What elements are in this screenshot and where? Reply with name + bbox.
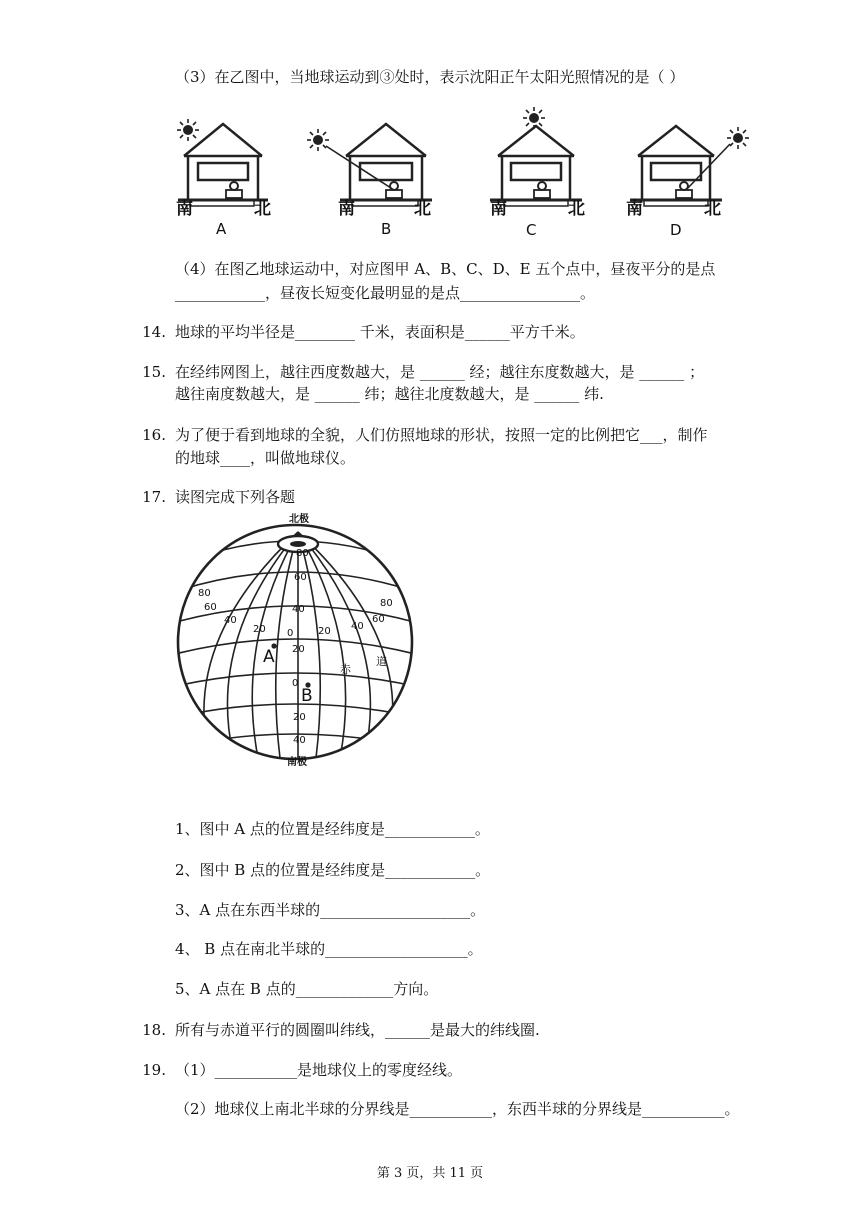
q13-sub4-line2: ____________，昼夜长短变化最明显的是点________________。 — [175, 284, 596, 302]
q17-item-1: 1、图中 A 点的位置是经纬度是____________。 — [175, 820, 490, 838]
north-pole-label: 北极 — [289, 514, 309, 525]
q15-line2: 越往南度数越大，是 ______ 纬；越往北度数越大，是 ______ 纬. — [175, 385, 604, 403]
q17-item-5: 5、A 点在 B 点的_____________方向。 — [175, 980, 439, 998]
equator-label-1: 赤 — [340, 663, 351, 676]
lon-label: 0 — [287, 628, 294, 639]
q17-item-4: 4、 B 点在南北半球的___________________。 — [175, 940, 483, 958]
lon-label: 40 — [224, 615, 237, 626]
lon-label: 40 — [351, 621, 364, 632]
sun-icon — [727, 127, 749, 149]
q17-text: 读图完成下列各题 — [175, 488, 296, 506]
lat-label: 20 — [293, 712, 306, 723]
sun-icon — [523, 107, 545, 129]
option-a-south: 南 — [176, 199, 193, 219]
q17-item-3: 3、A 点在东西半球的____________________。 — [175, 901, 486, 919]
option-a-letter: A — [216, 220, 227, 238]
lat-label: 0 — [292, 678, 299, 689]
lon-label: 60 — [204, 602, 217, 613]
lon-label: 80 — [380, 598, 393, 609]
sun-icon — [177, 119, 199, 141]
option-d-diagram — [630, 126, 749, 206]
lon-label: 80 — [198, 588, 211, 599]
lon-label: 60 — [372, 614, 385, 625]
lat-label: 20 — [292, 644, 305, 655]
option-b-north: 北 — [414, 199, 431, 219]
q13-sub4-line1: （4）在图乙地球运动中，对应图甲 A、B、C、D、E 五个点中，昼夜平分的是点 — [175, 260, 716, 278]
option-d-letter: D — [670, 221, 682, 239]
q14-number: 14. — [142, 323, 166, 341]
point-b-label: B — [301, 686, 313, 706]
option-b-letter: B — [381, 220, 392, 238]
option-d-north: 北 — [704, 199, 721, 219]
q18-text: 所有与赤道平行的圆圈叫纬线，______是最大的纬线圈. — [175, 1021, 540, 1039]
equator-label-2: 道 — [376, 655, 387, 668]
q15-line1: 在经纬网图上，越往西度数越大，是 ______ 经；越往东度数越大，是 ______ ； — [175, 363, 705, 381]
lon-label: 20 — [318, 626, 331, 637]
q19-line2: （2）地球仪上南北半球的分界线是___________，东西半球的分界线是___________。 — [175, 1100, 740, 1118]
sun-icon — [307, 129, 329, 151]
point-a-label: A — [263, 647, 275, 667]
lat-label: 80 — [296, 548, 309, 559]
q18-number: 18. — [142, 1021, 166, 1039]
option-d-south: 南 — [626, 199, 643, 219]
option-c-diagram — [490, 107, 582, 206]
page-footer: 第 3 页，共 11 页 — [376, 1166, 484, 1181]
q19-number: 19. — [142, 1061, 166, 1079]
q17-number: 17. — [142, 488, 166, 506]
option-a-diagram — [177, 119, 268, 206]
lat-label: 60 — [294, 572, 307, 583]
globe-outline — [178, 525, 412, 759]
lat-label: 40 — [293, 735, 306, 746]
q17-item-2: 2、图中 B 点的位置是经纬度是____________。 — [175, 861, 491, 879]
option-b-south: 南 — [338, 199, 355, 219]
q16-line2: 的地球____，叫做地球仪。 — [175, 449, 356, 467]
option-b-diagram — [307, 124, 432, 206]
q15-number: 15. — [142, 363, 166, 381]
q13-sub3: （3）在乙图中，当地球运动到③处时，表示沈阳正午太阳光照情况的是（ ） — [175, 68, 685, 86]
south-pole-label: 南极 — [287, 757, 307, 768]
lon-label: 20 — [253, 624, 266, 635]
q19-line1: （1）___________是地球仪上的零度经线。 — [175, 1061, 463, 1079]
option-c-south: 南 — [490, 199, 507, 219]
option-c-north: 北 — [568, 199, 585, 219]
option-a-north: 北 — [254, 199, 271, 219]
q14-text: 地球的平均半径是________ 千米，表面积是______平方千米。 — [175, 323, 585, 341]
north-pole-mark — [290, 541, 306, 547]
q16-line1: 为了便于看到地球的全貌，人们仿照地球的形状，按照一定的比例把它___，制作 — [175, 426, 708, 444]
lat-label: 40 — [292, 604, 305, 615]
option-c-letter: C — [526, 221, 537, 239]
q16-number: 16. — [142, 426, 166, 444]
